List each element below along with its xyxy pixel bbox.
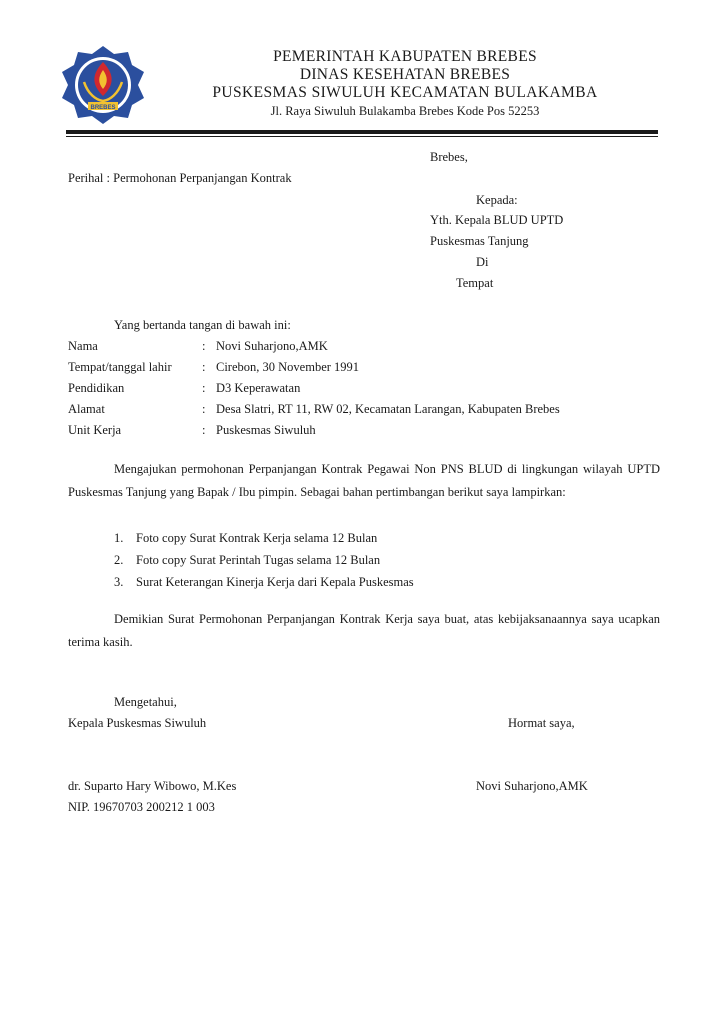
info-row-name <box>68 339 328 354</box>
info-colon: : <box>202 360 206 374</box>
list-item-text: Foto copy Surat Kontrak Kerja selama 12 Bulan <box>136 531 378 545</box>
recipient-line-2: Puskesmas Tanjung <box>430 234 529 248</box>
list-item <box>114 549 414 571</box>
list-item-text: Foto copy Surat Perintah Tugas selama 12 Bulan <box>136 553 381 567</box>
recipient-line-3: Di <box>476 255 489 269</box>
info-value: Desa Slatri, RT 11, RW 02, Kecamatan Larangan, Kabupaten Brebes <box>216 402 560 416</box>
signature-left-title: Kepala Puskesmas Siwuluh <box>68 716 207 730</box>
letterhead <box>150 48 660 119</box>
list-item <box>114 527 414 549</box>
list-item-number: 2. <box>114 553 124 567</box>
info-label: Alamat <box>68 402 105 416</box>
signature-right-title: Hormat saya, <box>508 716 575 730</box>
list-item-text: Surat Keterangan Kinerja Kerja dari Kepala Puskesmas <box>136 575 414 589</box>
regency-emblem-icon <box>58 44 148 126</box>
info-value: Novi Suharjono,AMK <box>216 339 328 353</box>
info-colon: : <box>202 402 206 416</box>
info-row-education <box>68 381 300 396</box>
recipient-kepada: Kepada: <box>476 193 518 207</box>
recipient-line-4: Tempat <box>456 276 494 290</box>
info-row-work-unit <box>68 423 316 438</box>
attachment-list <box>114 527 414 593</box>
list-item <box>114 571 414 593</box>
place-date: Brebes, <box>430 150 468 164</box>
list-item-number: 1. <box>114 531 124 545</box>
signature-left-name: dr. Suparto Hary Wibowo, M.Kes <box>68 779 237 793</box>
closing-paragraph-text: Demikian Surat Permohonan Perpanjangan Kontrak Kerja saya buat, atas kebijaksanaannya saya ucapkan terima kasih. <box>68 612 660 649</box>
info-row-address <box>68 402 560 417</box>
info-value: Puskesmas Siwuluh <box>216 423 316 437</box>
info-colon: : <box>202 423 206 437</box>
subject-text: Permohonan Perpanjangan Kontrak <box>113 171 292 185</box>
signature-acknowledged: Mengetahui, <box>114 695 177 709</box>
emblem-text: BREBES <box>90 105 116 111</box>
letterhead-line-2: DINAS KESEHATAN BREBES <box>299 66 511 83</box>
opening-line: Yang bertanda tangan di bawah ini: <box>114 318 291 332</box>
info-label: Tempat/tanggal lahir <box>68 360 172 374</box>
info-label: Unit Kerja <box>68 423 122 437</box>
subject-label: Perihal : <box>68 171 111 185</box>
info-colon: : <box>202 339 206 353</box>
info-label: Nama <box>68 339 98 353</box>
body-paragraph-text: Mengajukan permohonan Perpanjangan Kontrak Pegawai Non PNS BLUD di lingkungan wilayah UPTD Puskesmas Tanjung yang Bapak / Ibu pimpin. Sebagai bahan pertimbangan berikut saya lampirkan: <box>68 462 660 499</box>
subject-line <box>68 171 292 186</box>
info-label: Pendidikan <box>68 381 125 395</box>
letterhead-line-3: PUSKESMAS SIWULUH KECAMATAN BULAKAMBA <box>212 84 598 101</box>
recipient-line-1: Yth. Kepala BLUD UPTD <box>430 213 564 227</box>
signature-right-name: Novi Suharjono,AMK <box>476 779 588 793</box>
letterhead-divider-thin <box>66 136 658 137</box>
info-value: D3 Keperawatan <box>216 381 301 395</box>
letterhead-divider-thick <box>66 130 658 134</box>
closing-paragraph <box>68 608 660 654</box>
letterhead-line-1: PEMERINTAH KABUPATEN BREBES <box>273 48 537 65</box>
info-value: Cirebon, 30 November 1991 <box>216 360 360 374</box>
signature-left-nip: NIP. 19670703 200212 1 003 <box>68 800 215 814</box>
body-paragraph <box>68 458 660 504</box>
list-item-number: 3. <box>114 575 124 589</box>
info-row-birth <box>68 360 359 375</box>
info-colon: : <box>202 381 206 395</box>
letterhead-address: Jl. Raya Siwuluh Bulakamba Brebes Kode Pos 52253 <box>270 104 540 118</box>
